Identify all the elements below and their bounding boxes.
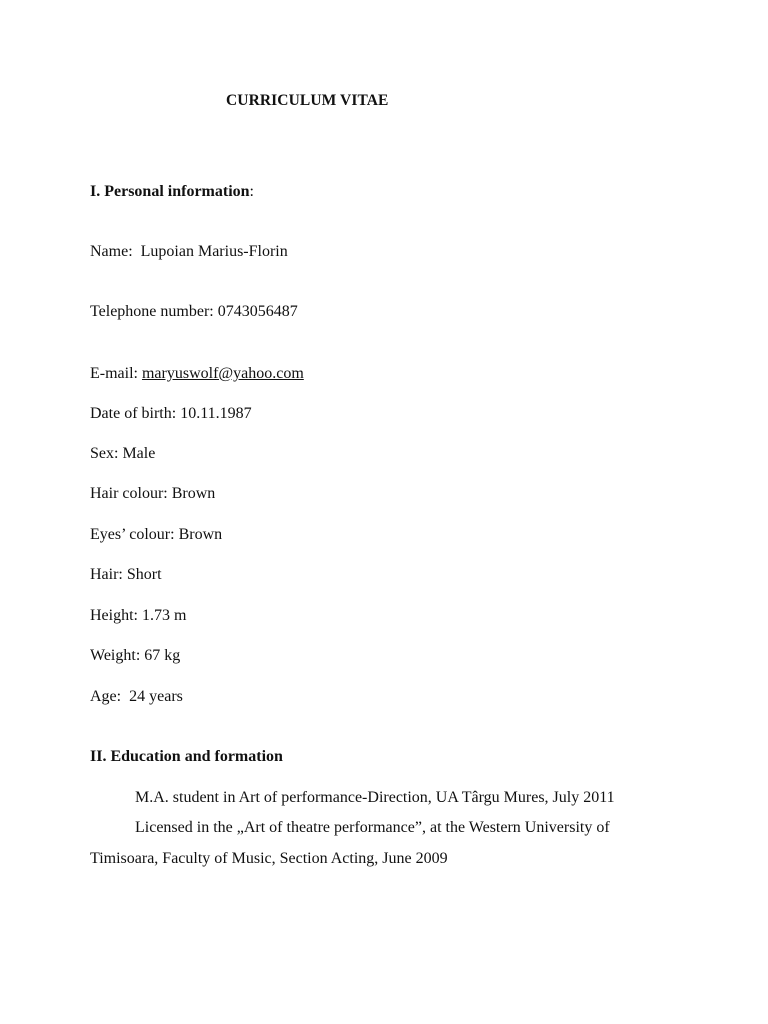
personal-info-heading-colon: :	[249, 183, 254, 200]
hair-colour-label: Hair colour:	[90, 485, 168, 502]
weight-row	[90, 646, 180, 666]
height-value: 1.73 m	[142, 607, 187, 624]
height-label: Height:	[90, 607, 138, 624]
email-row	[90, 364, 304, 384]
personal-info-heading-line	[90, 182, 254, 202]
telephone-row	[90, 302, 298, 322]
education-line-3: Timisoara, Faculty of Music, Section Acting, June 2009	[90, 850, 448, 867]
email-link[interactable]: maryuswolf@yahoo.com	[141, 365, 304, 382]
email-label: E-mail:	[90, 365, 138, 382]
education-line-2: Licensed in the „Art of theatre performance”, at the Western University of	[135, 819, 610, 836]
hair-value: Short	[126, 566, 162, 583]
age-row	[90, 687, 183, 707]
name-row	[90, 242, 288, 262]
height-row	[90, 606, 186, 626]
sex-value: Male	[122, 445, 156, 462]
birth-value: 10.11.1987	[180, 405, 252, 422]
name-value: Lupoian Marius-Florin	[140, 243, 288, 260]
eyes-colour-label: Eyes’ colour:	[90, 526, 175, 543]
eyes-colour-row	[90, 525, 222, 545]
weight-label: Weight:	[90, 647, 141, 664]
sex-label: Sex:	[90, 445, 119, 462]
personal-info-heading: I. Personal information	[90, 183, 250, 200]
education-line-1: M.A. student in Art of performance-Direction, UA Târgu Mures, July 2011	[135, 789, 615, 806]
telephone-label: Telephone number:	[90, 303, 214, 320]
telephone-value: 0743056487	[217, 303, 298, 320]
birth-label: Date of birth:	[90, 405, 177, 422]
eyes-colour-value: Brown	[178, 526, 223, 543]
age-value: 24 years	[129, 688, 183, 705]
hair-colour-value: Brown	[171, 485, 216, 502]
hair-label: Hair:	[90, 566, 123, 583]
weight-value: 67 kg	[144, 647, 181, 664]
hair-row	[90, 565, 162, 585]
age-label: Age:	[90, 688, 122, 705]
name-label: Name:	[90, 243, 133, 260]
sex-row	[90, 444, 155, 464]
education-heading: II. Education and formation	[90, 748, 283, 765]
hair-colour-row	[90, 484, 215, 504]
document-title: CURRICULUM VITAE	[226, 92, 389, 109]
birth-row	[90, 404, 252, 424]
